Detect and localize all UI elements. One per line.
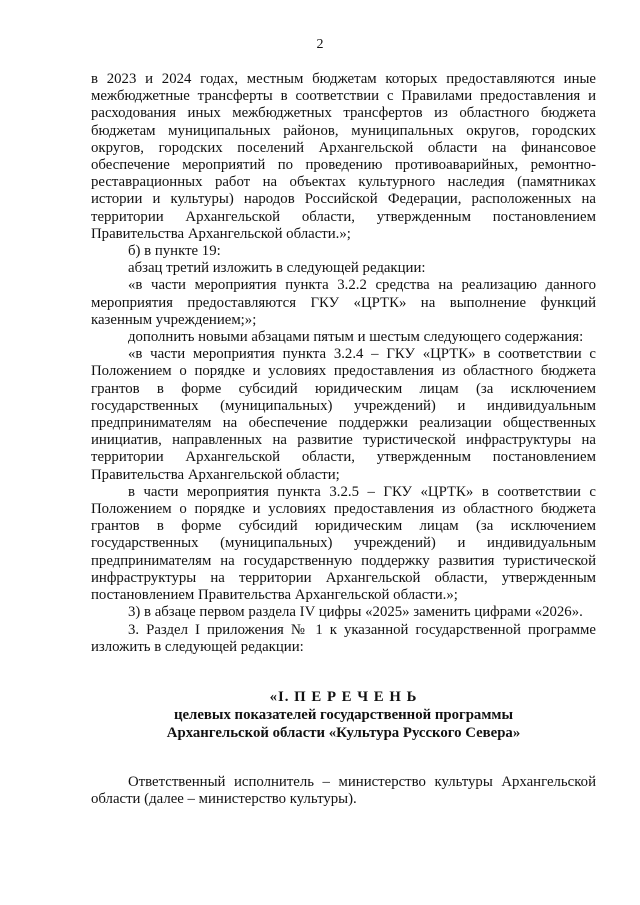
paragraph-add-new: дополнить новыми абзацами пятым и шестым следующего содержания:	[128, 329, 584, 346]
heading-subtitle-1: целевых показателей государственной программы	[173, 707, 514, 723]
paragraph-item-3: 3) в абзаце первом раздела IV цифры «2025» заменить цифрами «2026».	[128, 604, 583, 621]
section-heading	[91, 688, 596, 742]
paragraph-continuation: в 2023 и 2024 годах, местным бюджетам которых предоставляются иные межбюджетные трансферты в соответствии с Правилами предоставления и расходования иных межбюджетных трансфертов из областного бюджета бюджетам муниципальных районов, муниципальных округов, городских округов, городских поселений Архангельской области на финансовое обеспечение мероприятий по проведению противоаварийных, ремонтно-реставрационных работ на объектах культурного наследия (памятниках истории и культуры) народов Российской Федерации, расположенных на территории Архангельской области, утвержденным постановлением Правительства Архангельской области.»;	[91, 71, 596, 242]
heading-subtitle-2: Архангельской области «Культура Русского Севера»	[166, 725, 521, 741]
responsible-executor	[91, 774, 596, 809]
paragraph-quote-324: «в части мероприятия пункта 3.2.4 – ГКУ «ЦРТК» в соответствии с Положением о порядке и условиях предоставления из областного бюджета грантов в форме субсидий юридическим лицам (за исключением государственных (муниципальных) учреждений) и индивидуальным предпринимателям на обеспечение поддержки реализации общественных инициатив, направленных на развитие туристической инфраструктуры на территории Архангельской области, утвержденным постановлением Правительства Архангельской области;	[91, 346, 596, 483]
heading-title: «I. П Е Р Е Ч Е Н Ь	[269, 689, 418, 705]
paragraph-item-b: б) в пункте 19:	[128, 243, 221, 260]
document-body	[91, 71, 596, 656]
paragraph-abzac-third: абзац третий изложить в следующей редакции:	[128, 260, 426, 277]
paragraph-section-3: 3. Раздел I приложения № 1 к указанной государственной программе изложить в следующей редакции:	[91, 621, 596, 655]
paragraph-quote-322: «в части мероприятия пункта 3.2.2 средства на реализацию данного мероприятия предоставляются ГКУ «ЦРТК» на выполнение функций казенным учреждением;»;	[91, 277, 596, 328]
responsible-text: Ответственный исполнитель – министерство культуры Архангельской области (далее – министерство культуры).	[91, 774, 596, 808]
page-number: 2	[316, 37, 324, 52]
paragraph-quote-325: в части мероприятия пункта 3.2.5 – ГКУ «ЦРТК» в соответствии с Положением о порядке и условиях предоставления из областного бюджета грантов в форме субсидий юридическим лицам (за исключением государственных (муниципальных) учреждений) и индивидуальным предпринимателям на государственную поддержку развития туристической инфраструктуры на территории Архангельской области, утвержденным постановлением Правительства Архангельской области.»;	[91, 483, 596, 604]
